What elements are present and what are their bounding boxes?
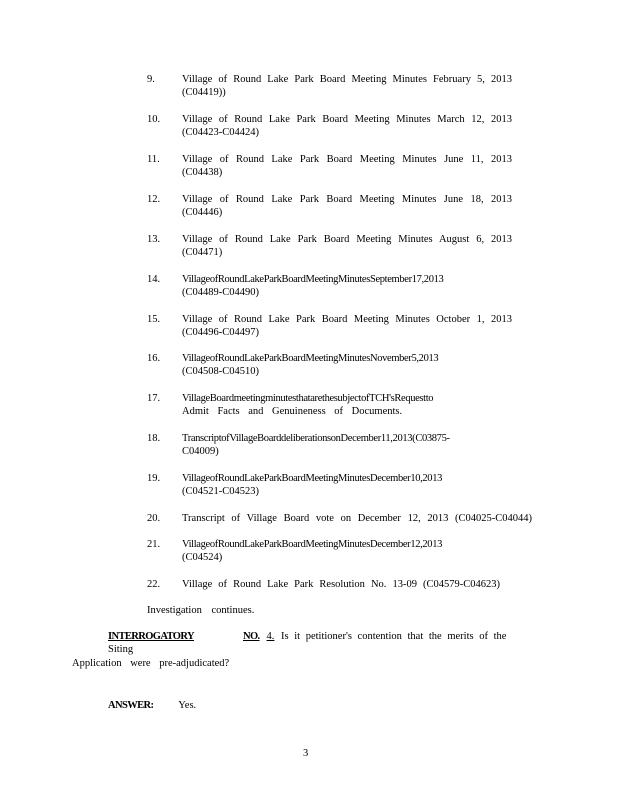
item-text: VillageofRoundLakeParkBoardMeetingMinutesDecember10,2013 xyxy=(182,473,442,484)
item-text: Village of Round Lake Park Board Meeting Minutes October 1, 2013 xyxy=(182,314,512,325)
investigation-note: Investigation continues. xyxy=(147,605,255,616)
item-bates: (C04438) xyxy=(182,167,223,178)
item-bates: (C04446) xyxy=(182,207,223,218)
item-number: 17. xyxy=(147,393,161,404)
item-bates: (C04496-C04497) xyxy=(182,327,259,338)
item-bates: (C04423-C04424) xyxy=(182,127,259,138)
item-description: Admit Facts and Genuineness of Documents. xyxy=(182,406,403,417)
interrogatory-number: 4. xyxy=(266,631,275,642)
interrogatory-label: INTERROGATORY xyxy=(108,631,194,642)
answer-text: Yes. xyxy=(178,700,197,711)
item-text: Village of Round Lake Park Board Meeting Minutes February 5, 2013 xyxy=(182,74,512,85)
item-text: VillageofRoundLakeParkBoardMeetingMinutesNovember5,2013 xyxy=(182,353,439,364)
item-number: 15. xyxy=(147,314,161,325)
item-number: 19. xyxy=(147,473,161,484)
item-text: Village of Round Lake Park Board Meeting Minutes June 18, 2013 xyxy=(182,194,512,205)
interrogatory-question-continued: Application were pre-adjudicated? xyxy=(72,658,230,669)
item-number: 22. xyxy=(147,579,161,590)
item-bates: (C04489-C04490) xyxy=(182,287,259,298)
item-text: Village of Round Lake Park Board Meeting Minutes June 11, 2013 xyxy=(182,154,512,165)
item-number: 11. xyxy=(147,154,160,165)
item-number: 13. xyxy=(147,234,161,245)
item-text: TranscriptofVillageBoarddeliberationsonDecember11,2013(C03875- xyxy=(182,433,450,444)
item-text: Village of Round Lake Park Resolution No. 13-09 (C04579-C04623) xyxy=(182,579,500,590)
item-bates: (C04419)) xyxy=(182,87,226,98)
item-text: VillageofRoundLakeParkBoardMeetingMinutesDecember12,2013 xyxy=(182,539,442,550)
answer-section xyxy=(108,699,196,712)
item-number: 10. xyxy=(147,114,161,125)
item-number: 20. xyxy=(147,513,161,524)
answer-label: ANSWER: xyxy=(108,700,154,711)
item-number: 21. xyxy=(147,539,161,550)
item-bates: (C04471) xyxy=(182,247,223,258)
item-text: Village of Round Lake Park Board Meeting Minutes March 12, 2013 xyxy=(182,114,512,125)
interrogatory-question: Is it petitioner's contention that the merits of the Siting xyxy=(108,631,507,655)
interrogatory-heading xyxy=(108,630,508,656)
item-number: 18. xyxy=(147,433,161,444)
page-number: 3 xyxy=(303,748,309,759)
item-number: 16. xyxy=(147,353,161,364)
item-number: 14. xyxy=(147,274,161,285)
item-text: Transcript of Village Board vote on December 12, 2013 (C04025-C04044) xyxy=(182,513,532,524)
item-bates: (C04508-C04510) xyxy=(182,366,259,377)
item-text: VillageBoardmeetingminutesthatarethesubjectofTCH'sRequestto xyxy=(182,393,434,404)
item-bates: C04009) xyxy=(182,446,219,457)
item-bates: (C04524) xyxy=(182,552,223,563)
item-bates: (C04521-C04523) xyxy=(182,486,259,497)
item-text: Village of Round Lake Park Board Meeting Minutes August 6, 2013 xyxy=(182,234,512,245)
item-number: 9. xyxy=(147,74,155,85)
item-text: VillageofRoundLakeParkBoardMeetingMinutesSeptember17,2013 xyxy=(182,274,444,285)
interrogatory-no-label: NO. xyxy=(242,631,260,642)
item-number: 12. xyxy=(147,194,161,205)
